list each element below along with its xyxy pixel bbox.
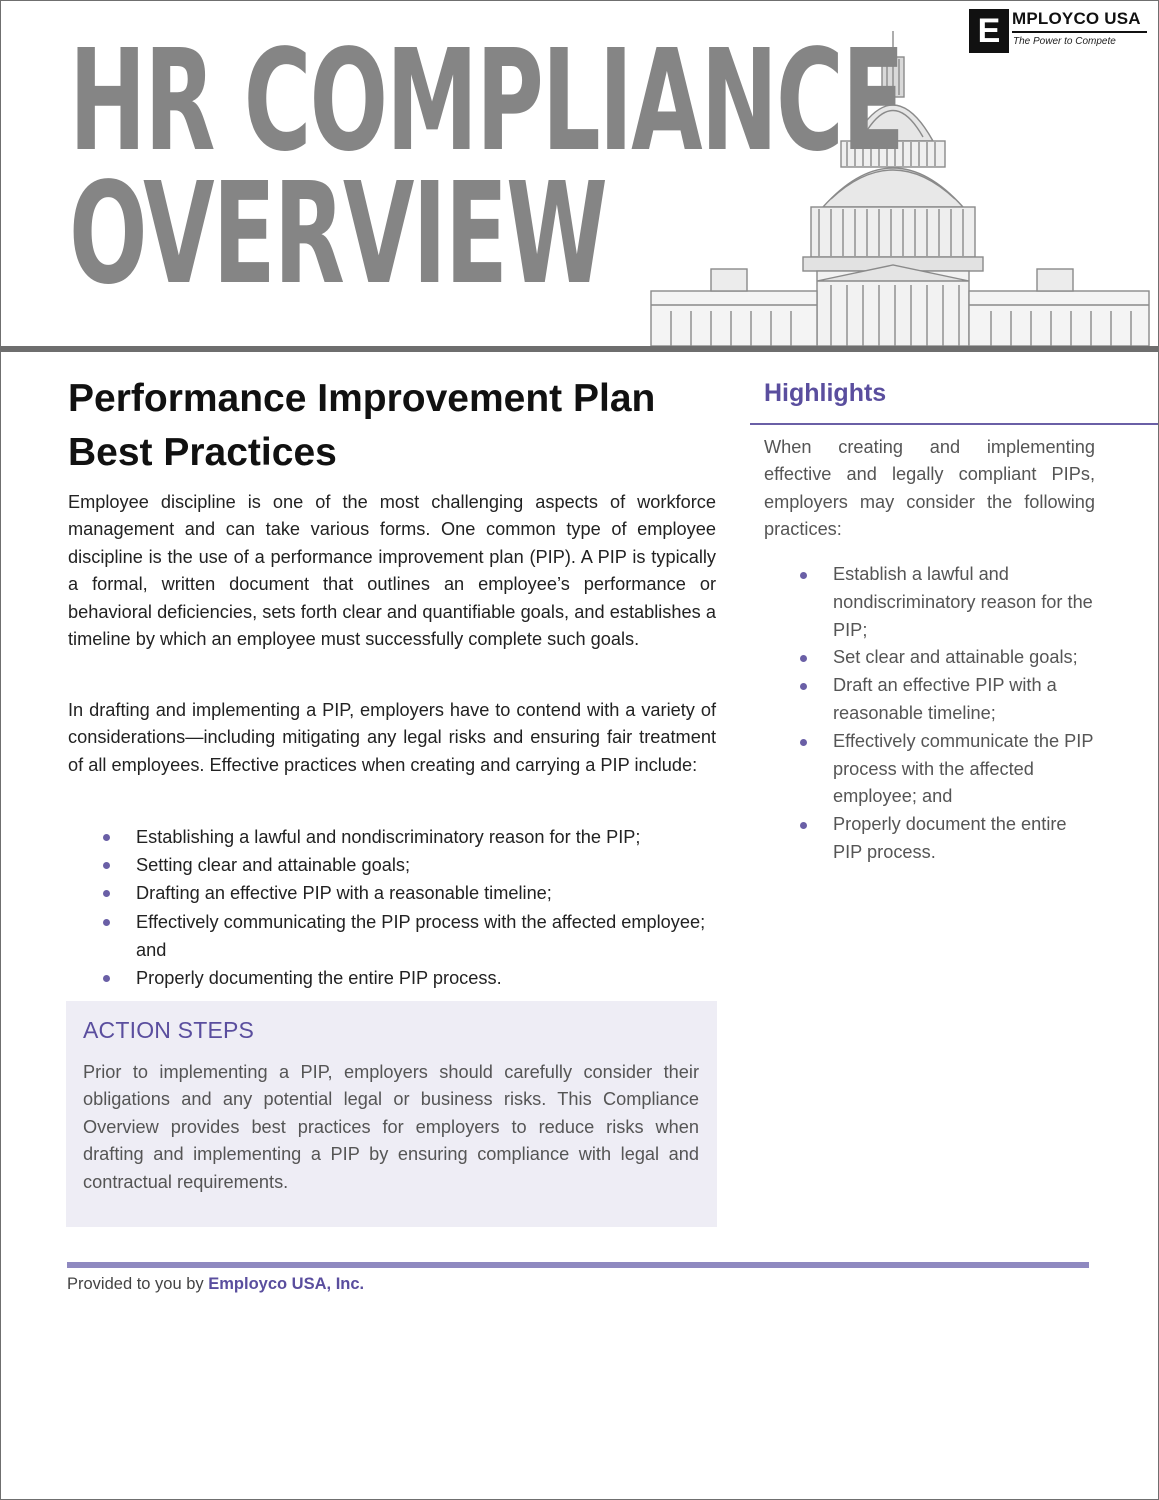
action-steps-title: ACTION STEPS [83,1017,255,1043]
logo-tagline: The Power to Compete [1013,36,1116,47]
intro-paragraph: Employee discipline is one of the most challenging aspects of workforce management and can take various forms. One common type of employee discipline is the use of a performance improvement plan (PIP). A PIP is typically a formal, written document that outlines an employee’s performance or behavioral deficiencies, sets forth clear and quantifiable goals, and establishes a timeline by which an employee must successfully complete such goals. [68,492,716,650]
highlights-list [764,561,1095,867]
highlights-title: Highlights [764,379,887,407]
logo-name: MPLOYCO USA [1012,9,1141,28]
considerations-paragraph: In drafting and implementing a PIP, employers have to contend with a variety of considerations—including mitigating any legal risks and ensuring fair treatment of all employees. Effective practices when creating and carrying a PIP include: [68,700,716,775]
employco-logo [969,9,1149,55]
list-item: Effectively communicate the PIP process with the affected employee; and [764,728,1095,811]
banner-title-line2: OVERVIEW [69,153,606,316]
list-item: Draft an effective PIP with a reasonable timeline; [764,672,1095,728]
header-banner [1,1,1158,346]
list-item: Drafting an effective PIP with a reasonable timeline; [68,879,708,907]
list-item: Establish a lawful and nondiscriminatory reason for the PIP; [764,561,1095,644]
highlights-divider [750,423,1158,425]
list-item: Effectively communicating the PIP process with the affected employee; and [68,908,708,964]
document-title: Performance Improvement Plan Best Practices [68,377,656,474]
list-item: Properly documenting the entire PIP process. [68,964,708,992]
list-item: Properly document the entire PIP process. [764,811,1095,867]
list-item: Set clear and attainable goals; [764,644,1095,672]
banner-title [69,20,903,316]
list-item: Establishing a lawful and nondiscriminatory reason for the PIP; [68,823,708,851]
logo-letter: E [969,9,1009,53]
logo-underline [1012,31,1147,33]
practices-list [68,823,708,992]
action-steps-box [66,1001,717,1227]
list-item: Setting clear and attainable goals; [68,851,708,879]
banner-title-line1: HR COMPLIANCE [69,20,903,183]
footer-attribution [67,1275,364,1294]
footer-prefix: Provided to you by [67,1275,209,1293]
banner-divider [1,346,1158,352]
footer-company: Employco USA, Inc. [208,1275,365,1293]
action-steps-text: Prior to implementing a PIP, employers should carefully consider their obligations and any potential legal or business risks. This Compliance Overview provides best practices for employers to reduce risks when drafting and implementing a PIP by ensuring compliance with legal and contractual requirements. [83,1062,699,1192]
footer-divider [67,1262,1089,1268]
highlights-intro: When creating and implementing effective and legally compliant PIPs, employers may consider the following practices: [764,437,1095,540]
